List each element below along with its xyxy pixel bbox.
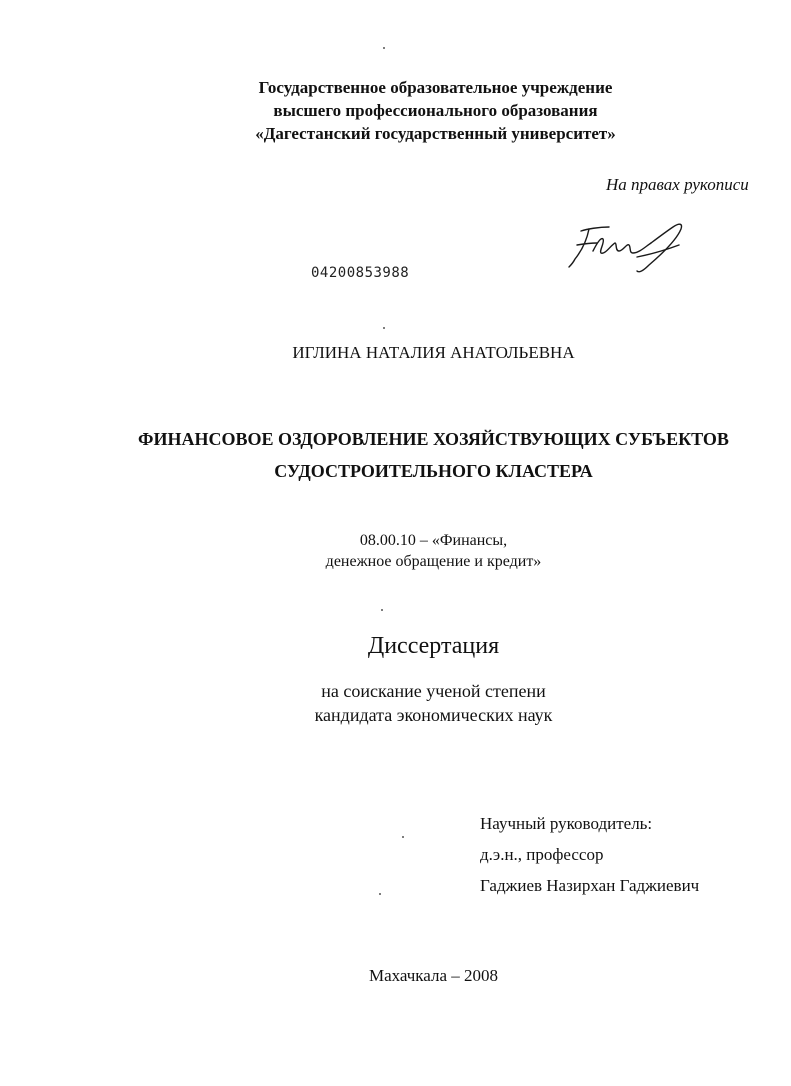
institution-line-3: «Дагестанский государственный университет» xyxy=(255,124,616,143)
specialty-code xyxy=(38,530,791,572)
archive-number: 04200853988 xyxy=(311,265,410,281)
manuscript-rights-note: На правах рукописи xyxy=(606,175,749,194)
scan-speck xyxy=(381,609,383,611)
supervisor-name: Гаджиев Назирхан Гаджиевич xyxy=(480,876,700,895)
supervisor-label: Научный руководитель: xyxy=(480,814,653,833)
document-type: Диссертация xyxy=(367,633,500,659)
degree-sought xyxy=(38,679,791,727)
handwritten-signature-icon xyxy=(563,215,698,275)
scan-speck xyxy=(383,327,385,329)
scan-speck xyxy=(379,893,381,895)
specialty-line-2: денежное обращение и кредит» xyxy=(325,553,542,570)
author-name: ИГЛИНА НАТАЛИЯ АНАТОЛЬЕВНА xyxy=(292,343,575,362)
dissertation-title xyxy=(38,423,791,487)
specialty-line-1: 08.00.10 – «Финансы, xyxy=(359,532,508,549)
institution-header xyxy=(40,76,791,145)
scan-speck xyxy=(402,836,404,838)
degree-line-1: на соискание ученой степени xyxy=(321,681,546,701)
scan-speck xyxy=(383,47,385,49)
city-year: Махачкала – 2008 xyxy=(368,966,499,985)
title-line-1: ФИНАНСОВОЕ ОЗДОРОВЛЕНИЕ ХОЗЯЙСТВУЮЩИХ СУБЪЕКТОВ xyxy=(138,429,729,449)
supervisor-rank: д.э.н., профессор xyxy=(480,845,604,864)
institution-line-2: высшего профессионального образования xyxy=(273,101,598,120)
supervisor-block xyxy=(480,808,699,901)
title-line-2: СУДОСТРОИТЕЛЬНОГО КЛАСТЕРА xyxy=(274,461,593,481)
degree-line-2: кандидата экономических наук xyxy=(314,705,553,725)
institution-line-1: Государственное образовательное учреждение xyxy=(258,78,613,97)
